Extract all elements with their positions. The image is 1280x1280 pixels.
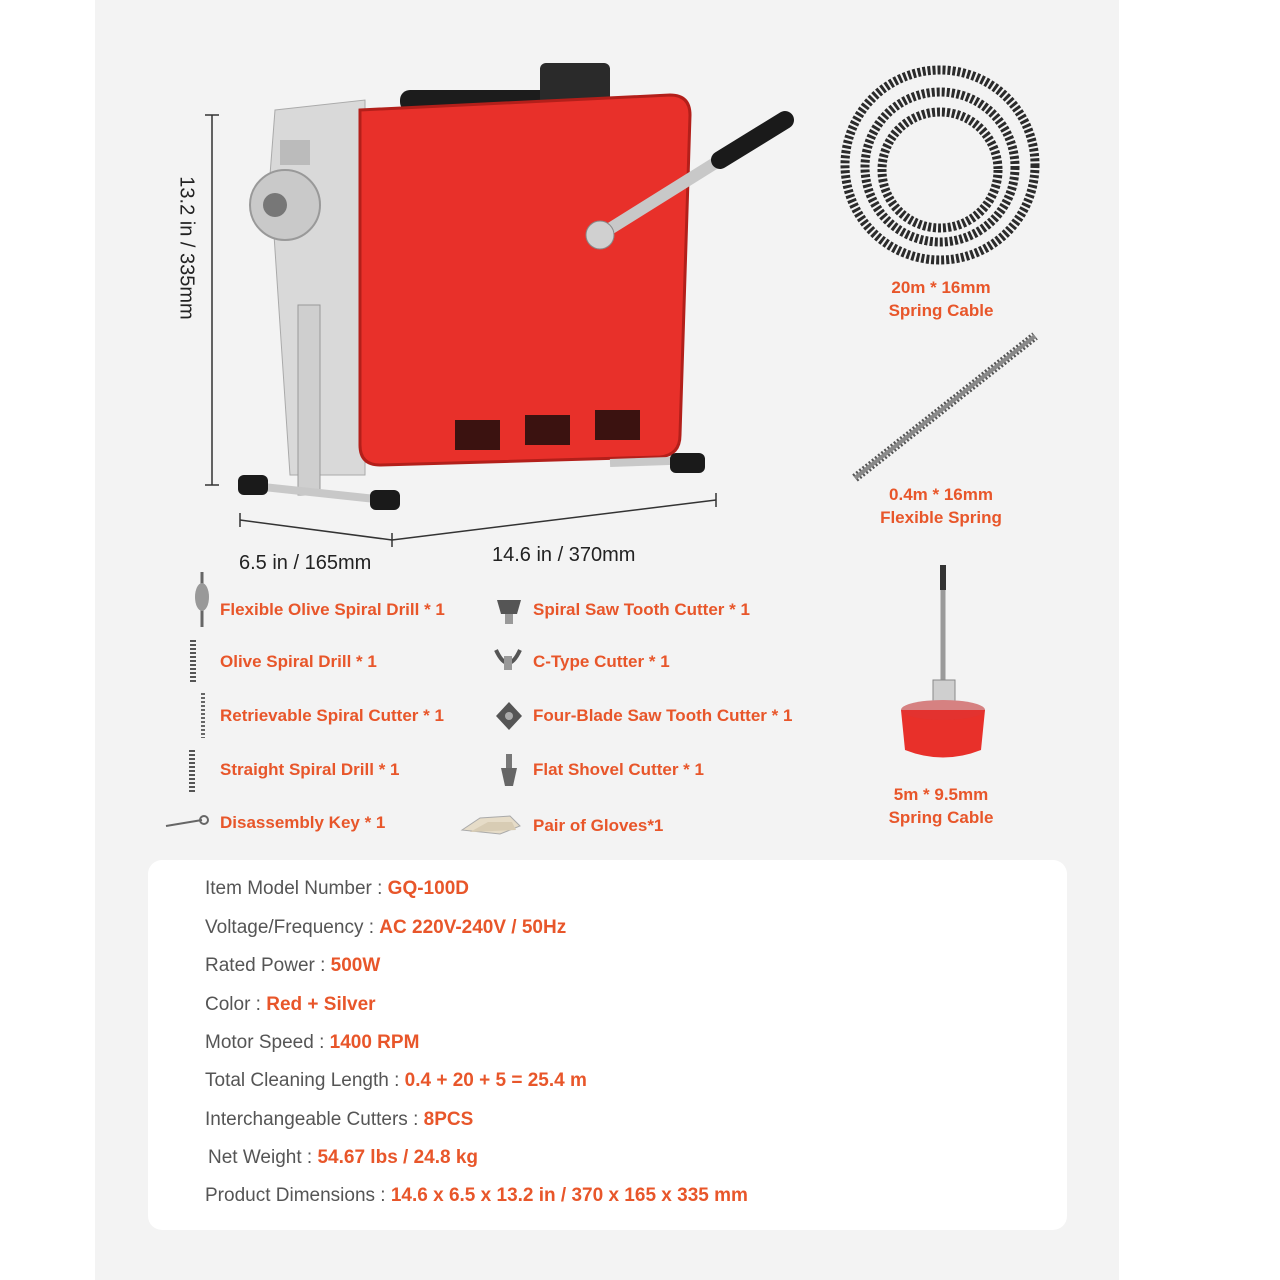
spec-row-voltage (205, 917, 566, 939)
spec-label: Total Cleaning Length : (205, 1070, 405, 1091)
spec-label: Interchangeable Cutters : (205, 1109, 424, 1130)
spec-label: Net Weight : (208, 1147, 318, 1168)
spec-row-power (205, 955, 380, 977)
spec-value: AC 220V-240V / 50Hz (379, 917, 567, 938)
four-blade-cutter-icon (494, 700, 524, 732)
accessory-item: C-Type Cutter * 1 (533, 652, 670, 671)
flexible-spring-name: Flexible Spring (880, 508, 1002, 527)
spec-value: 500W (330, 955, 381, 976)
spec-value: 0.4 + 20 + 5 = 25.4 m (404, 1070, 587, 1091)
accessory-item: Flat Shovel Cutter * 1 (533, 760, 704, 779)
spec-row-dimensions (205, 1185, 748, 1207)
gloves-icon (460, 812, 522, 836)
spec-label: Rated Power : (205, 955, 331, 976)
accessory-item: Pair of Gloves*1 (533, 816, 664, 835)
spec-label: Color : (205, 994, 267, 1015)
spring-cable-5m-caption (841, 783, 1041, 829)
spec-label: Motor Speed : (205, 1032, 330, 1053)
flexible-spring-size: 0.4m * 16mm (889, 485, 993, 504)
spring-cable-20m-name: Spring Cable (888, 301, 994, 320)
spec-value: 1400 RPM (329, 1032, 420, 1053)
spec-value: Red + Silver (266, 994, 376, 1015)
accessory-item: Olive Spiral Drill * 1 (220, 652, 377, 671)
spring-cable-5m-name: Spring Cable (888, 808, 994, 827)
spring-cable-20m-caption (841, 276, 1041, 322)
spiral-drill-icon (183, 640, 203, 682)
spec-row-net-weight (208, 1147, 478, 1169)
accessory-item: Disassembly Key * 1 (220, 813, 386, 832)
accessory-item: Flexible Olive Spiral Drill * 1 (220, 600, 445, 619)
spec-value: 14.6 x 6.5 x 13.2 in / 370 x 165 x 335 mm (390, 1185, 748, 1206)
depth-dimension-label: 6.5 in / 165mm (239, 552, 372, 574)
spec-value: GQ-100D (387, 878, 469, 899)
spec-label: Item Model Number : (205, 878, 388, 899)
spec-row-cleaning-length (205, 1070, 587, 1092)
retrievable-cutter-icon (196, 693, 210, 738)
spec-row-color (205, 994, 376, 1016)
spring-cable-5m-size: 5m * 9.5mm (893, 785, 989, 804)
spec-row-model (205, 878, 469, 900)
olive-drill-icon (192, 572, 212, 627)
straight-drill-icon (182, 750, 202, 792)
spec-row-cutters (205, 1109, 473, 1131)
spec-label: Voltage/Frequency : (205, 917, 380, 938)
spec-value: 8PCS (423, 1109, 474, 1130)
spec-label: Product Dimensions : (205, 1185, 391, 1206)
flexible-spring-caption (841, 483, 1041, 529)
spec-value: 54.67 lbs / 24.8 kg (317, 1147, 479, 1168)
specifications-card (148, 860, 1067, 1230)
width-dimension-label: 14.6 in / 370mm (492, 544, 636, 566)
accessory-item: Retrievable Spiral Cutter * 1 (220, 706, 444, 725)
spring-cable-20m-size: 20m * 16mm (891, 278, 991, 297)
c-type-cutter-icon (492, 646, 524, 676)
key-icon (166, 814, 210, 830)
spec-row-motor-speed (205, 1032, 419, 1054)
accessory-item: Spiral Saw Tooth Cutter * 1 (533, 600, 750, 619)
height-dimension-label: 13.2 in / 335mm (175, 176, 198, 320)
accessory-item: Straight Spiral Drill * 1 (220, 760, 400, 779)
spring-cable-coil-image (835, 55, 1045, 270)
accessory-item: Four-Blade Saw Tooth Cutter * 1 (533, 706, 793, 725)
flat-shovel-cutter-icon (498, 754, 520, 788)
saw-tooth-cutter-icon (495, 596, 523, 626)
small-spring-cable-drum-image (895, 560, 995, 765)
flexible-spring-image (845, 328, 1045, 488)
